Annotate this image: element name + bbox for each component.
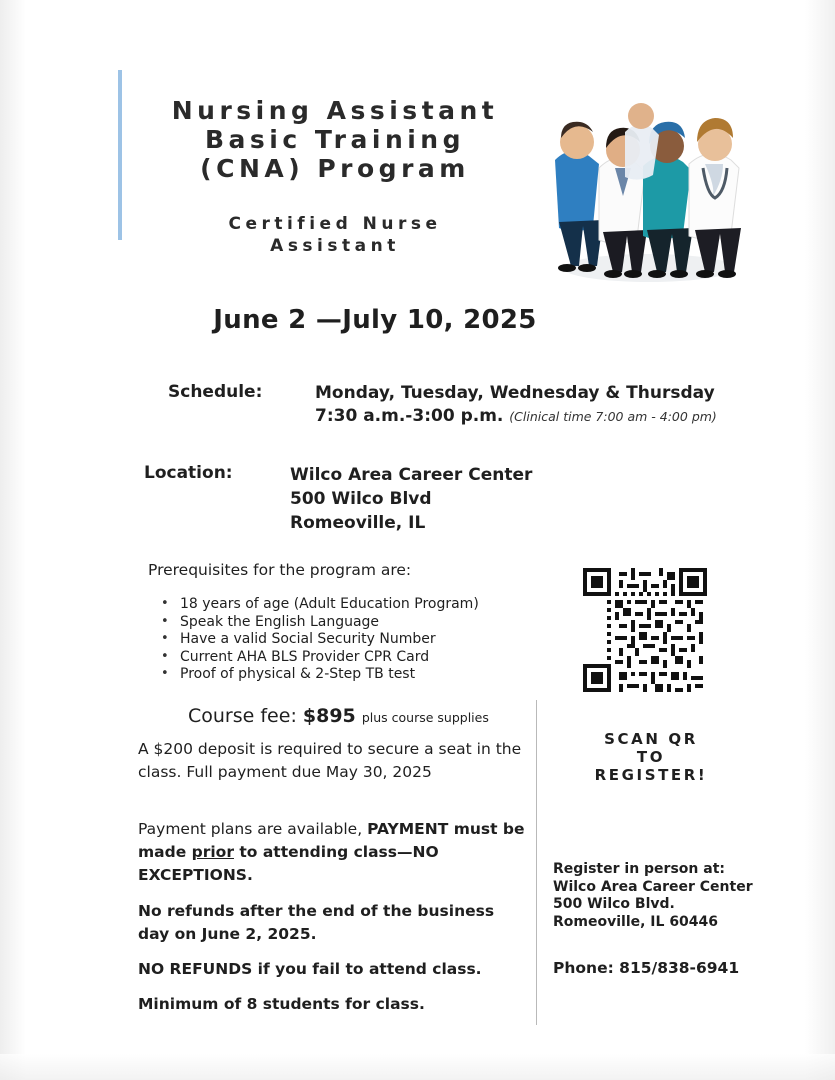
no-refund-date-policy: No refunds after the end of the business day on June 2, 2025. [138, 902, 495, 943]
nursing-staff-photo [537, 72, 757, 290]
payment-plan-bold-1: PAYMENT must be made [138, 820, 525, 861]
schedule-time: 7:30 a.m.-3:00 p.m. [315, 406, 504, 426]
register-heading: Register in person at: [553, 861, 725, 877]
program-dates: June 2 —July 10, 2025 [213, 305, 537, 335]
clinical-time-note: (Clinical time 7:00 am - 4:00 pm) [509, 409, 717, 424]
payment-plan-underline: prior [191, 843, 234, 861]
scan-qr-line-3: REGISTER! [594, 766, 708, 784]
deposit-policy: A $200 deposit is required to secure a seat in the class. Full payment due May 30, 2025 [138, 740, 522, 781]
title-line-1: Nursing Assistant [171, 96, 499, 125]
accent-bar [118, 70, 122, 240]
course-fee-supplies-note: plus course supplies [361, 710, 489, 725]
no-refund-attendance-policy: NO REFUNDS if you fail to attend class. [138, 960, 482, 978]
schedule-value [315, 382, 717, 428]
register-in-person-block [553, 861, 783, 931]
location-label: Location: [144, 463, 233, 483]
list-item: • Current AHA BLS Provider CPR Card [180, 649, 479, 667]
prerequisites-heading: Prerequisites for the program are: [148, 561, 412, 579]
schedule-days: Monday, Tuesday, Wednesday & Thursday [315, 383, 715, 403]
location-name: Wilco Area Career Center [290, 465, 533, 485]
column-divider [536, 700, 537, 1025]
schedule-time-row [315, 405, 717, 428]
subtitle [140, 213, 530, 257]
schedule-label: Schedule: [168, 382, 263, 402]
list-item: • Have a valid Social Security Number [180, 631, 479, 649]
scan-qr-line-2: TO [636, 748, 666, 766]
qr-code-icon[interactable] [583, 568, 707, 696]
scan-qr-caption [556, 730, 746, 784]
register-street: 500 Wilco Blvd. [553, 896, 675, 912]
scan-qr-line-1: SCAN QR [604, 730, 698, 748]
list-item: • Proof of physical & 2-Step TB test [180, 666, 479, 684]
phone-number: Phone: 815/838-6941 [553, 959, 740, 977]
payment-plan-bold-2: to attending class—NO EXCEPTIONS. [138, 843, 439, 884]
course-fee-label: Course fee: [188, 705, 297, 727]
location-value [290, 463, 532, 535]
minimum-students-policy: Minimum of 8 students for class. [138, 995, 425, 1013]
register-city-state-zip: Romeoville, IL 60446 [553, 913, 719, 930]
payment-plan-policy [138, 818, 528, 887]
location-street: 500 Wilco Blvd [290, 489, 432, 509]
subtitle-line-1: Certified Nurse [228, 214, 442, 234]
location-city-state: Romeoville, IL [290, 513, 426, 533]
course-fee [188, 705, 489, 727]
payment-plan-prefix: Payment plans are available, [138, 820, 368, 838]
register-name: Wilco Area Career Center [553, 878, 753, 895]
title-block [140, 96, 530, 257]
title-line-3: (CNA) Program [200, 154, 470, 183]
page-title [140, 96, 530, 183]
list-item: • Speak the English Language [180, 614, 479, 632]
subtitle-line-2: Assistant [270, 236, 400, 256]
list-item: • 18 years of age (Adult Education Program) [180, 596, 479, 614]
course-fee-amount: $895 [302, 705, 356, 727]
title-line-2: Basic Training [204, 125, 466, 154]
prerequisites-list [152, 596, 479, 684]
